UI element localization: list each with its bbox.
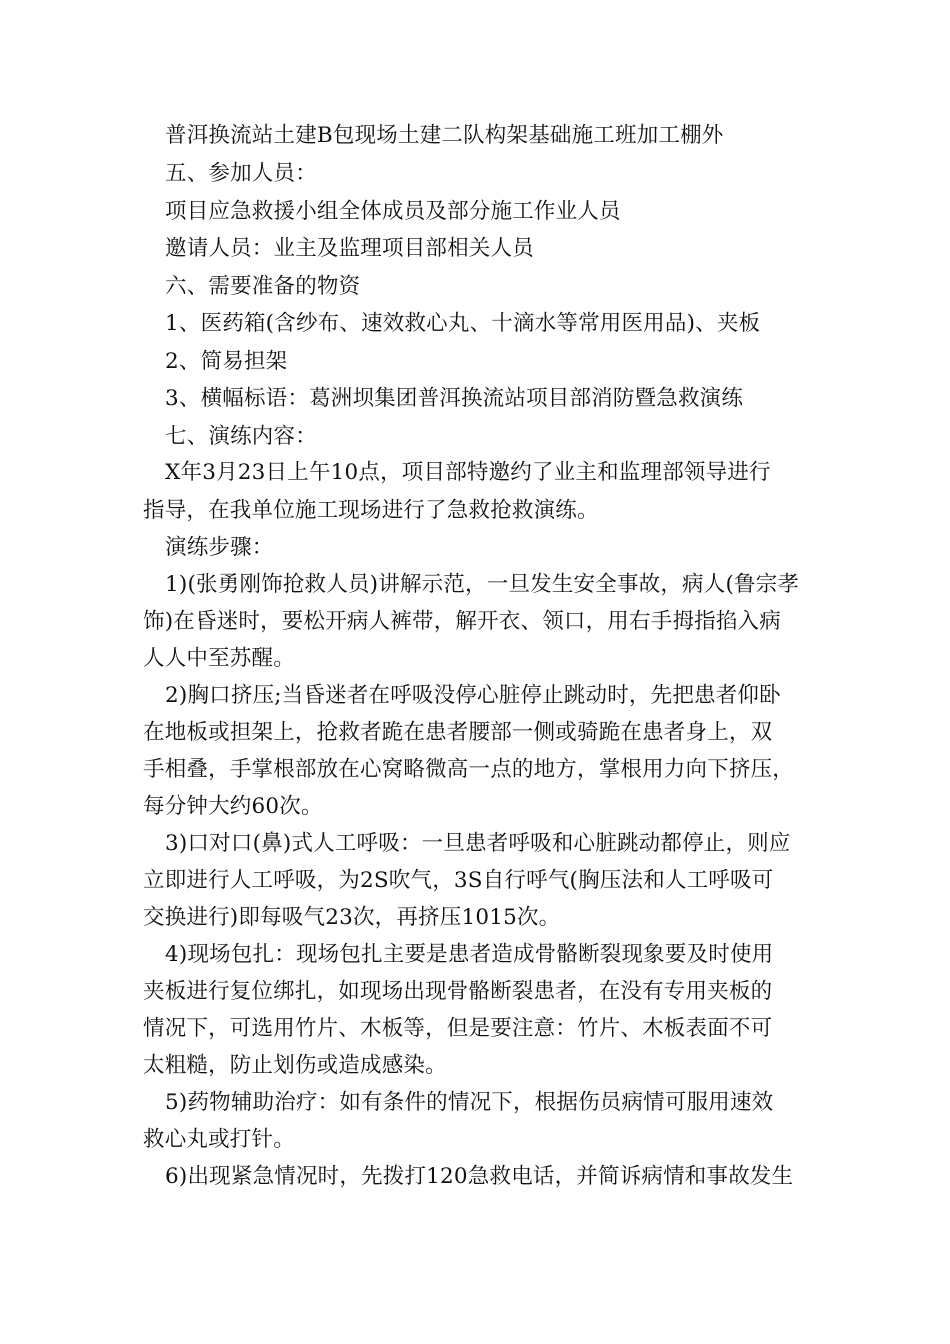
text-line: 5)药物辅助治疗：如有条件的情况下，根据伤员病情可服用速效 xyxy=(165,1090,774,1115)
text-line: 项目应急救援小组全体成员及部分施工作业人员 xyxy=(165,199,621,224)
section-heading: 六、需要准备的物资 xyxy=(165,274,361,299)
list-item: 2、简易担架 xyxy=(165,349,288,374)
text-line: X年3月23日上午10点，项目部特邀约了业主和监理部领导进行 xyxy=(165,460,771,485)
text-line: 饰)在昏迷时，要松开病人裤带，解开衣、领口，用右手拇指掐入病 xyxy=(143,609,781,634)
section-heading: 五、参加人员： xyxy=(165,161,317,186)
text-line: 演练步骤： xyxy=(165,535,274,560)
text-line: 交换进行)即每吸气23次，再挤压1015次。 xyxy=(143,905,561,930)
text-line: 6)出现紧急情况时，先拨打120急救电话，并简诉病情和事故发生 xyxy=(165,1164,794,1189)
text-line: 夹板进行复位绑扎，如现场出现骨骼断裂患者，在没有专用夹板的 xyxy=(143,979,773,1004)
text-line: 太粗糙，防止划伤或造成感染。 xyxy=(143,1053,447,1078)
text-line: 人人中至苏醒。 xyxy=(143,646,295,671)
text-line: 3)口对口(鼻)式人工呼吸：一旦患者呼吸和心脏跳动都停止，则应 xyxy=(165,831,791,856)
text-line: 2)胸口挤压;当昏迷者在呼吸没停心脏停止跳动时，先把患者仰卧 xyxy=(165,683,781,708)
text-line: 情况下，可选用竹片、木板等，但是要注意：竹片、木板表面不可 xyxy=(143,1016,773,1041)
section-heading: 七、演练内容： xyxy=(165,424,317,449)
text-line: 指导，在我单位施工现场进行了急救抢救演练。 xyxy=(143,498,599,523)
text-line: 在地板或担架上，抢救者跪在患者腰部一侧或骑跪在患者身上，双 xyxy=(143,720,773,745)
text-line: 普洱换流站土建B包现场土建二队构架基础施工班加工棚外 xyxy=(165,123,724,148)
text-line: 邀请人员：业主及监理项目部相关人员 xyxy=(165,236,534,261)
list-item: 3、横幅标语：葛洲坝集团普洱换流站项目部消防暨急救演练 xyxy=(165,386,744,411)
text-line: 救心丸或打针。 xyxy=(143,1127,295,1152)
list-item: 1、医药箱(含纱布、速效救心丸、十滴水等常用医用品)、夹板 xyxy=(165,311,761,336)
text-line: 每分钟大约60次。 xyxy=(143,794,323,819)
text-line: 立即进行人工呼吸，为2S吹气，3S自行呼气(胸压法和人工呼吸可 xyxy=(143,868,774,893)
text-line: 4)现场包扎：现场包扎主要是患者造成骨骼断裂现象要及时使用 xyxy=(165,942,774,967)
text-line: 手相叠，手掌根部放在心窝略微高一点的地方，掌根用力向下挤压， xyxy=(143,757,795,782)
text-line: 1)(张勇刚饰抢救人员)讲解示范，一旦发生安全事故，病人(鲁宗孝 xyxy=(165,572,800,597)
